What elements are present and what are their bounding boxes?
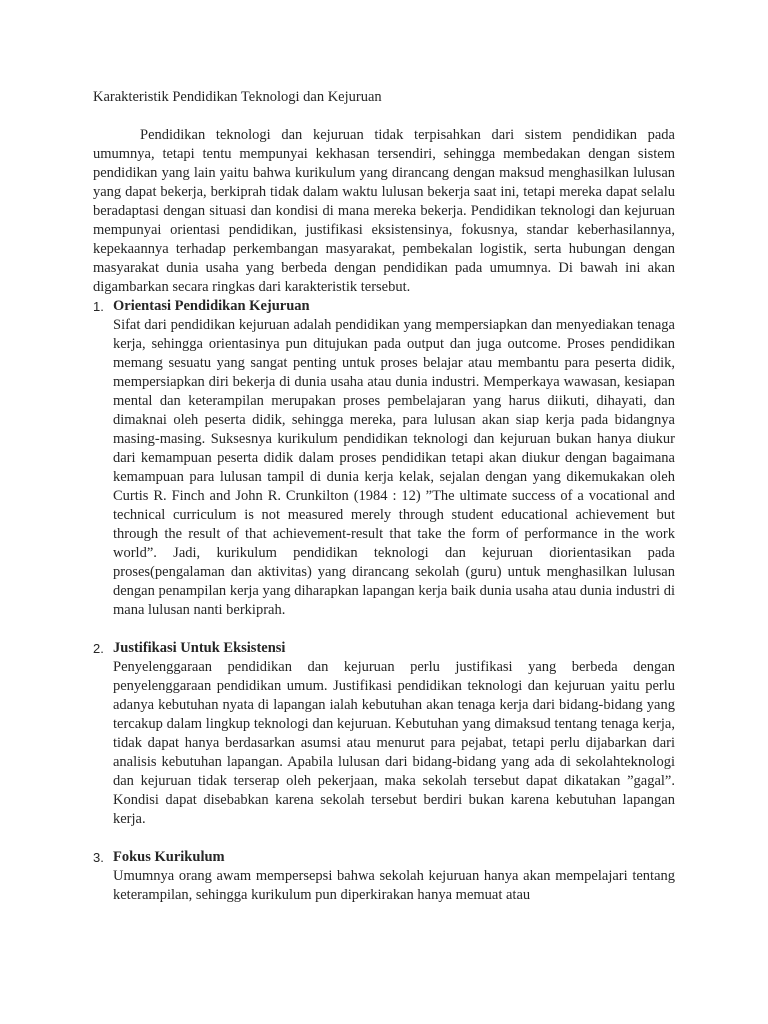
section-justifikasi (93, 639, 675, 829)
section-title: Justifikasi Untuk Eksistensi (113, 640, 286, 656)
section-body: Sifat dari pendidikan kejuruan adalah pendidikan yang mempersiapkan dan menyediakan tenaga kerja, sehingga orientasinya pun ditujukan pada output dan juga outcome. Proses pendidikan memang sesuatu yang sangat penting untuk proses belajar atau membantu para peserta didik, mempersiapkan diri bekerja di dunia usaha atau dunia industri. Memperkaya wawasan, kesiapan mental dan keterampilan merupakan proses pembelajaran yang harus diikuti, dihayati, dan dimaknai oleh peserta didik, sehingga mereka, para lulusan akan siap kerja pada bidangnya masing-masing. Suksesnya kurikulum pendidikan teknologi dan kejuruan bukan hanya diukur dari kemampuan peserta didik dalam proses pendidikan tetapi akan diukur dengan bagaimana kemampuan para lulusan tampil di dunia kerja kelak, sejalan dengan yang dikemukakan oleh Curtis R. Finch and John R. Crunkilton (1984 : 12) ”The ultimate success of a vocational and technical curriculum is not measured merely through student educational achievement but through the result of that achievement-result that take the form of performance in the work world”. Jadi, kurikulum pendidikan teknologi dan kejuruan diorientasikan pada proses(pengalaman dan aktivitas) yang dirancang sekolah (guru) untuk menghasilkan lulusan dengan penampilan kerja yang diharapkan lapangan kerja baik dunia usaha atau dunia industri di mana lulusan nanti berkiprah. (113, 317, 675, 618)
section-heading (93, 639, 675, 658)
section-body: Umumnya orang awam mempersepsi bahwa sekolah kejuruan hanya akan mempelajari tentang keterampilan, sehingga kurikulum pun diperkirakan hanya memuat atau (113, 868, 675, 903)
document-title: Karakteristik Pendidikan Teknologi dan Kejuruan (93, 89, 382, 105)
section-number: 2. (93, 641, 104, 656)
intro-paragraph: Pendidikan teknologi dan kejuruan tidak terpisahkan dari sistem pendidikan pada umumnya, tetapi tentu mempunyai kekhasan tersendiri, sehingga membedakan dengan sistem pendidikan yang lain yaitu bahwa kurikulum yang dirancang dengan maksud menghasilkan lulusan yang dapat bekerja, berkiprah tidak dalam waktu lulusan bekerja saat ini, tetapi mereka dapat selalu beradaptasi dengan situasi dan kondisi di mana mereka bekerja. Pendidikan teknologi dan kejuruan mempunyai orientasi pendidikan, justifikasi eksistensinya, fokusnya, standar keberhasilannya, kepekaannya terhadap perkembangan masyarakat, pembekalan logistik, serta hubungan dengan masyarakat dunia usaha yang berbeda dengan pendidikan pada umumnya. Di bawah ini akan digambarkan secara ringkas dari karakteristik tersebut. (93, 127, 675, 295)
section-number: 1. (93, 299, 104, 314)
section-heading (93, 848, 675, 867)
section-title: Orientasi Pendidikan Kejuruan (113, 298, 310, 314)
section-title: Fokus Kurikulum (113, 849, 225, 865)
section-number: 3. (93, 850, 104, 865)
section-heading (93, 297, 675, 316)
section-orientasi (93, 297, 675, 620)
section-fokus-kurikulum (93, 848, 675, 905)
section-body: Penyelenggaraan pendidikan dan kejuruan perlu justifikasi yang berbeda dengan penyelenggaraan pendidikan umum. Justifikasi pendidikan teknologi dan kejuruan yaitu perlu adanya kebutuhan nyata di lapangan ialah kebutuhan akan tenaga kerja dari bidang-bidang yang tercakup dalam lingkup teknologi dan kejuruan. Kebutuhan yang dimaksud tentang tenaga kerja, tidak dapat hanya berdasarkan asumsi atau menurut para pejabat, tetapi perlu dijabarkan dari analisis kebutuhan lapangan. Apabila lulusan dari bidang-bidang yang ada di sekolahteknologi dan kejuruan tidak terserap oleh pekerjaan, maka sekolah tersebut dapat dikatakan ”gagal”. Kondisi dapat disebabkan karena sekolah tersebut berdiri bukan karena kebutuhan lapangan kerja. (113, 659, 675, 827)
document-page (93, 88, 675, 905)
